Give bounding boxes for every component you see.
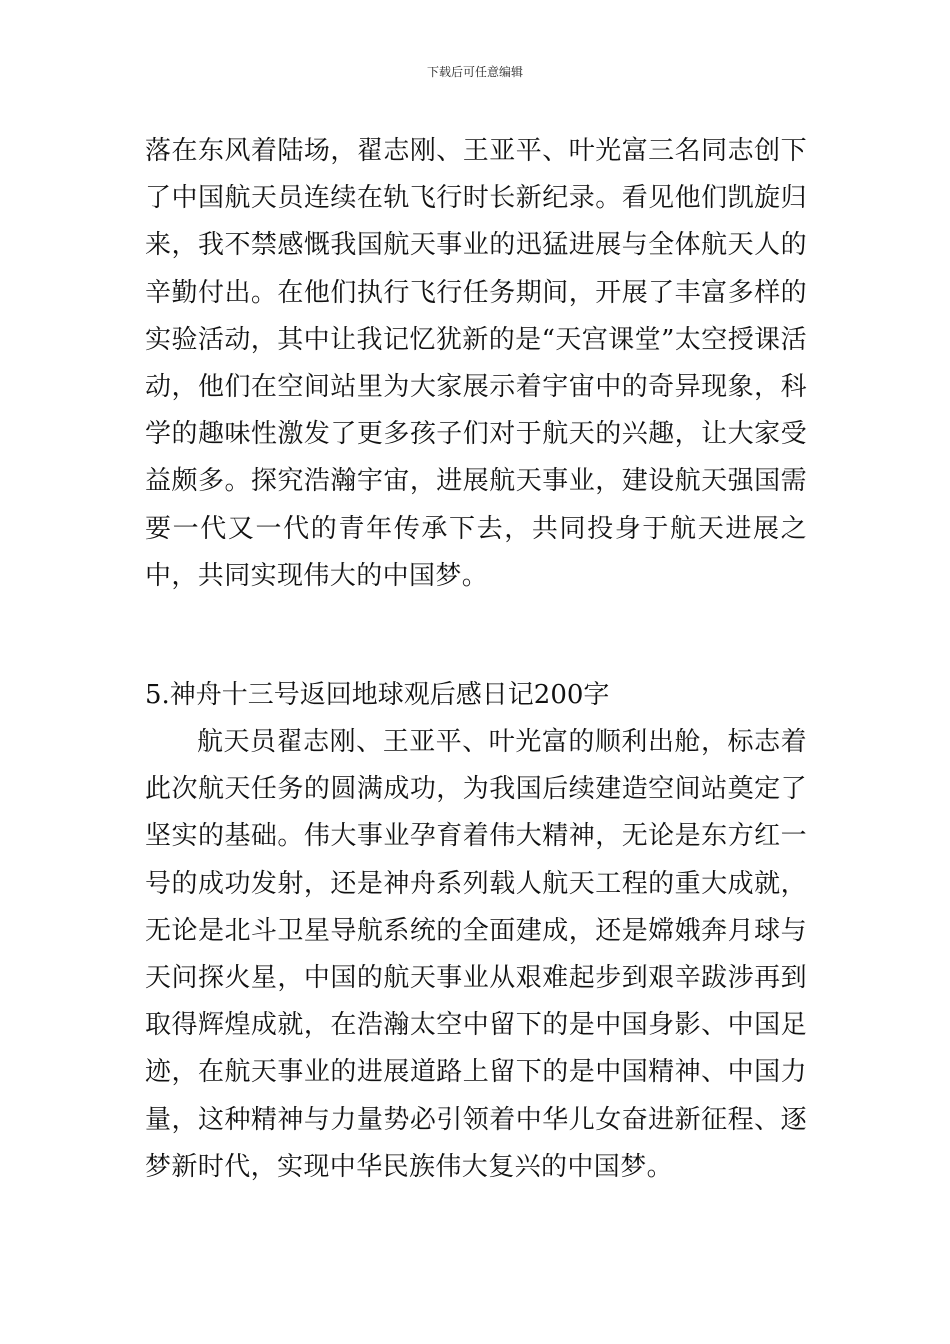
page-header: 下载后可任意编辑 [426, 65, 523, 79]
section-heading: 5.神舟十三号返回地球观后感日记200字 [145, 680, 610, 710]
continuation-paragraph: 落在东风着陆场，翟志刚、王亚平、叶光富三名同志创下了中国航天员连续在轨飞行时长新纪录。看见他们凯旋归来，我不禁感慨我国航天事业的迅猛进展与全体航天人的辛勤付出。在他们执行飞行任务期间，开展了丰富多样的实验活动，其中让我记忆犹新的是“天宫课堂”太空授课活动，他们在空间站里为大家展示着宇宙中的奇异现象，科学的趣味性激发了更多孩子们对于航天的兴趣，让大家受益颇多。探究浩瀚宇宙，进展航天事业，建设航天强国需要一代又一代的青年传承下去，共同投身于航天进展之中，共同实现伟大的中国梦。 [145, 136, 807, 591]
section-paragraph: 航天员翟志刚、王亚平、叶光富的顺利出舱，标志着此次航天任务的圆满成功，为我国后续建造空间站奠定了坚实的基础。伟大事业孕育着伟大精神，无论是东方红一号的成功发射，还是神舟系列载人航天工程的重大成就，无论是北斗卫星导航系统的全面建成，还是嫦娥奔月球与天问探火星，中国的航天事业从艰难起步到艰辛跋涉再到取得辉煌成就，在浩瀚太空中留下的是中国身影、中国足迹，在航天事业的进展道路上留下的是中国精神、中国力量，这种精神与力量势必引领着中华儿女奋进新征程、逐梦新时代，实现中华民族伟大复兴的中国梦。 [145, 727, 807, 1182]
